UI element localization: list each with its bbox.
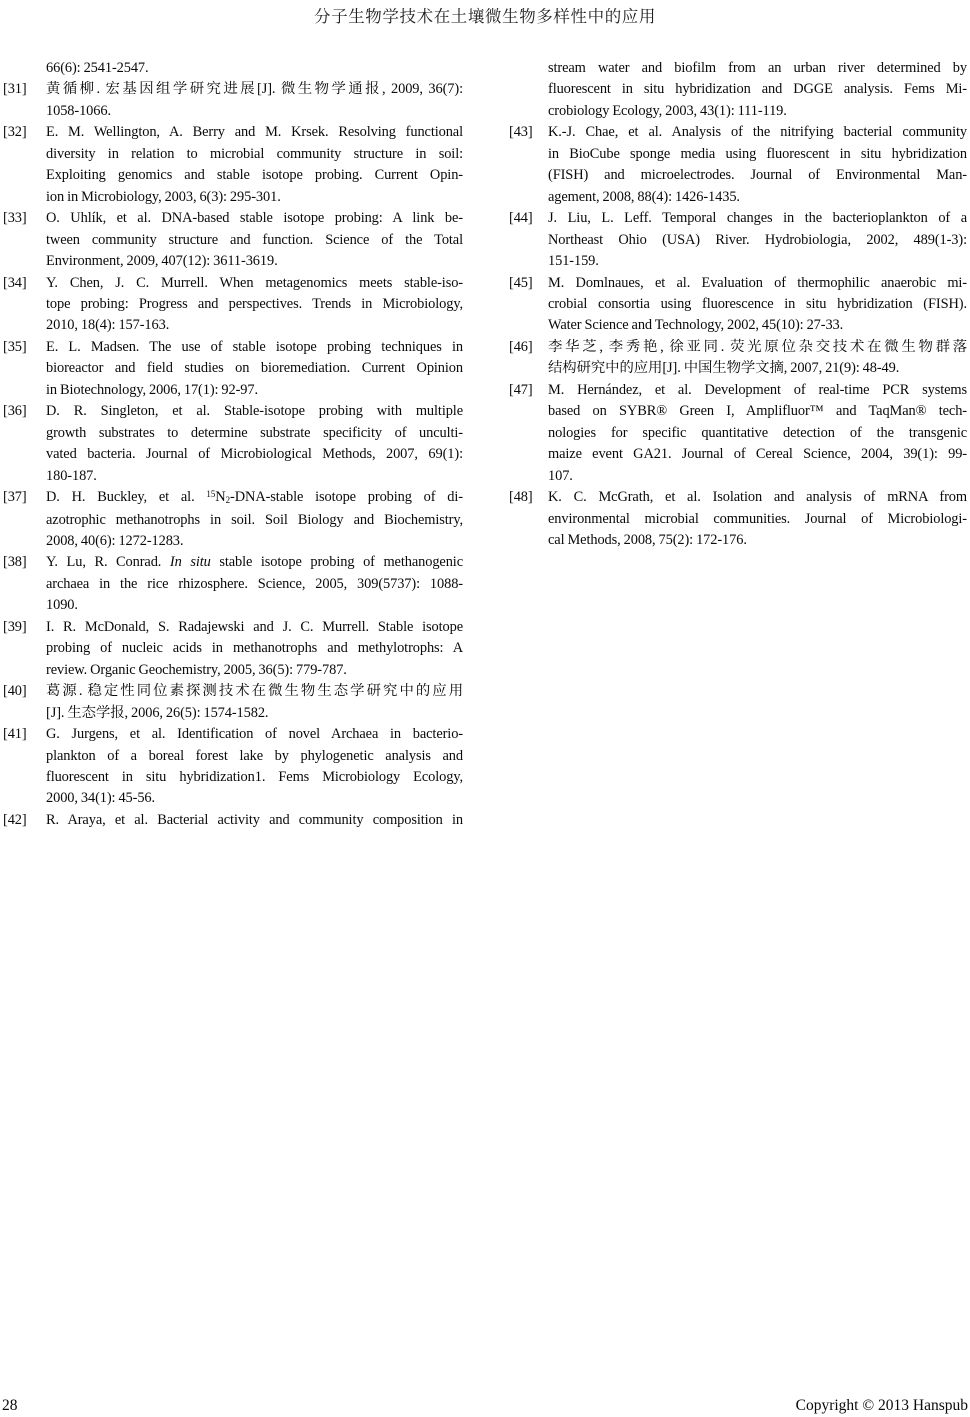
italic-text: In situ [169,554,211,571]
reference-item [3,552,463,616]
reference-line: I. R. McDonald, S. Radajewski and J. C. Murrell. Stable isotope [46,618,463,635]
reference-line: ion in Microbiology, 2003, 6(3): 295-301. [46,188,281,205]
reference-text [46,79,463,122]
reference-line: 2010, 18(4): 157-163. [46,317,170,334]
reference-line: tween community structure and function. Science of the Total [46,231,463,248]
reference-line: (FISH) and microelectrodes. Journal of Environmental Man- [548,167,967,184]
reference-line: Northeast Ohio (USA) River. Hydrobiologia, 2002, 489(1-3): [548,231,967,248]
reference-line: D. R. Singleton, et al. Stable-isotope probing with multiple [46,403,463,420]
reference-line: Exploiting genomics and stable isotope probing. Current Opin- [46,167,463,184]
reference-text [548,58,967,122]
reference-line: plankton of a boreal forest lake by phylogenetic analysis and [46,747,463,764]
reference-number: [41] [3,726,27,743]
reference-number: [45] [509,274,533,291]
reference-line: bioreactor and field studies on bioremediation. Current Opinion [46,360,463,377]
reference-line: archaea in the rice rhizosphere. Science, 2005, 309(5737): 1088- [46,575,463,592]
reference-line: stream water and biofilm from an urban river determined by [548,60,967,76]
reference-line: in BioCube sponge media using fluorescent in situ hybridization [548,145,967,162]
reference-item [3,208,463,272]
reference-number: [46] [509,338,533,355]
reference-text [548,380,967,487]
reference-line: based on SYBR® Green I, Amplifluor™ and TaqMan® tech- [548,403,967,420]
reference-item [3,617,463,681]
reference-text [46,273,463,337]
reference-item [3,487,463,552]
reference-line: K.-J. Chae, et al. Analysis of the nitrifying bacterial community [548,124,967,141]
reference-line: Environment, 2009, 407(12): 3611-3619. [46,253,278,270]
reference-text [46,58,463,79]
reference-line: 黄循柳. 宏基因组学研究进展[J]. 微生物学通报, 2009, 36(7): [46,81,463,98]
reference-line: M. Domlnaues, et al. Evaluation of thermophilic anaerobic mi- [548,274,967,291]
reference-text [46,208,463,272]
reference-number: [43] [509,124,533,141]
reference-number: [35] [3,338,27,355]
reference-line: azotrophic methanotrophs in soil. Soil Biology and Biochemistry, [46,511,463,528]
reference-number: [34] [3,274,27,291]
text-segment: -DNA-stable isotope probing of di- [230,489,463,506]
reference-item [509,380,967,487]
reference-line: 葛源. 稳定性同位素探测技术在微生物生态学研究中的应用 [46,683,463,700]
reference-line: E. L. Madsen. The use of stable isotope probing techniques in [46,338,463,355]
reference-item [3,58,463,79]
reference-item [3,337,463,401]
page-number: 28 [2,1397,18,1414]
reference-line: agement, 2008, 88(4): 1426-1435. [548,188,740,205]
reference-number: [40] [3,683,27,700]
reference-item [509,208,967,272]
reference-line: nologies for specific quantitative detection of the transgenic [548,424,967,441]
reference-line: growth substrates to determine substrate specificity of unculti- [46,424,463,441]
reference-text [46,810,463,831]
reference-item [509,58,967,122]
reference-item [3,273,463,337]
reference-number: [33] [3,210,27,227]
reference-item [3,681,463,724]
reference-line: 107. [548,467,573,484]
reference-line: vated bacteria. Journal of Microbiological Methods, 2007, 69(1): [46,446,463,463]
reference-item [509,337,967,380]
reference-line: 151-159. [548,253,599,270]
reference-text [548,273,967,337]
reference-line: maize event GA21. Journal of Cereal Science, 2004, 39(1): 99- [548,446,967,463]
reference-line: R. Araya, et al. Bacterial activity and community composition in [46,811,463,828]
references-column-left [3,58,463,831]
reference-line: Y. Chen, J. C. Murrell. When metagenomics meets stable-iso- [46,274,463,291]
text-segment: stable isotope probing of methanogenic [210,554,463,571]
reference-item [3,122,463,208]
reference-line: crobial consortia using fluorescence in situ hybridization (FISH). [548,295,967,312]
reference-item [509,273,967,337]
reference-line: probing of nucleic acids in methanotrophs and methylotrophs: A [46,640,463,657]
reference-line: K. C. McGrath, et al. Isolation and analysis of mRNA from [548,489,967,506]
reference-number: [44] [509,210,533,227]
reference-line: J. Liu, L. Leff. Temporal changes in the bacterioplankton of a [548,210,967,227]
reference-line: diversity in relation to microbial community structure in soil: [46,145,463,162]
document-page [0,3,970,1417]
reference-text [46,724,463,810]
page-footer [2,1397,968,1415]
reference-number: [42] [3,811,27,828]
reference-line: E. M. Wellington, A. Berry and M. Krsek. Resolving functional [46,124,463,141]
reference-line: G. Jurgens, et al. Identification of novel Archaea in bacterio- [46,726,463,743]
reference-item [509,122,967,208]
page-title: 分子生物学技术在土壤微生物多样性中的应用 [314,7,656,26]
reference-text [46,487,463,552]
reference-line: 1058-1066. [46,102,111,119]
reference-text [46,337,463,401]
reference-line: 结构研究中的应用[J]. 中国生物学文摘, 2007, 21(9): 48-49. [548,360,900,377]
reference-line: 2008, 40(6): 1272-1283. [46,532,184,549]
references-column-right [509,58,967,831]
reference-text [46,552,463,616]
reference-number: [37] [3,489,27,506]
reference-number: [39] [3,618,27,635]
copyright-text: Copyright © 2013 Hanspub [795,1397,968,1414]
reference-item [509,487,967,551]
reference-line: 66(6): 2541-2547. [46,60,149,76]
reference-line: cal Methods, 2008, 75(2): 172-176. [548,531,747,548]
reference-line: M. Hernández, et al. Development of real-time PCR systems [548,381,967,398]
reference-text [46,122,463,208]
reference-line: environmental microbial communities. Journal of Microbiologi- [548,510,967,527]
text-segment: D. H. Buckley, et al. [46,489,207,506]
references-section [0,58,970,831]
reference-number: [38] [3,554,27,571]
reference-text [46,401,463,487]
reference-line: 1090. [46,597,78,614]
reference-line [46,487,463,509]
reference-text [548,122,967,208]
reference-line: Water Science and Technology, 2002, 45(10): 27-33. [548,317,844,334]
reference-text [548,337,967,380]
subscript-text: 2 [225,494,231,505]
reference-line: review. Organic Geochemistry, 2005, 36(5): 779-787. [46,661,347,678]
reference-item [3,401,463,487]
reference-item [3,810,463,831]
reference-number: [47] [509,381,533,398]
reference-line [46,552,463,573]
reference-line: in Biotechnology, 2006, 17(1): 92-97. [46,381,259,398]
reference-item [3,724,463,810]
reference-text [548,487,967,551]
superscript-text: 15 [206,488,216,499]
reference-line: O. Uhlík, et al. DNA-based stable isotope probing: A link be- [46,210,463,227]
reference-number: [36] [3,403,27,420]
reference-number: [32] [3,124,27,141]
text-segment: N [215,489,226,506]
reference-item [3,79,463,122]
reference-line: fluorescent in situ hybridization and DGGE analysis. Fems Mi- [548,81,967,98]
reference-number: [31] [3,81,27,98]
reference-line: crobiology Ecology, 2003, 43(1): 111-119. [548,102,787,119]
reference-text [46,617,463,681]
reference-line: tope probing: Progress and perspectives. Trends in Microbiology, [46,295,463,312]
reference-text [548,208,967,272]
reference-number: [48] [509,489,533,506]
reference-line: [J]. 生态学报, 2006, 26(5): 1574-1582. [46,704,269,721]
reference-line: 2000, 34(1): 45-56. [46,790,156,807]
reference-line: 180-187. [46,467,97,484]
reference-line: fluorescent in situ hybridization1. Fems Microbiology Ecology, [46,768,463,785]
text-segment: Y. Lu, R. Conrad. [46,554,170,571]
reference-line: 李华芝, 李秀艳, 徐亚同. 荧光原位杂交技术在微生物群落 [548,338,967,355]
reference-text [46,681,463,724]
